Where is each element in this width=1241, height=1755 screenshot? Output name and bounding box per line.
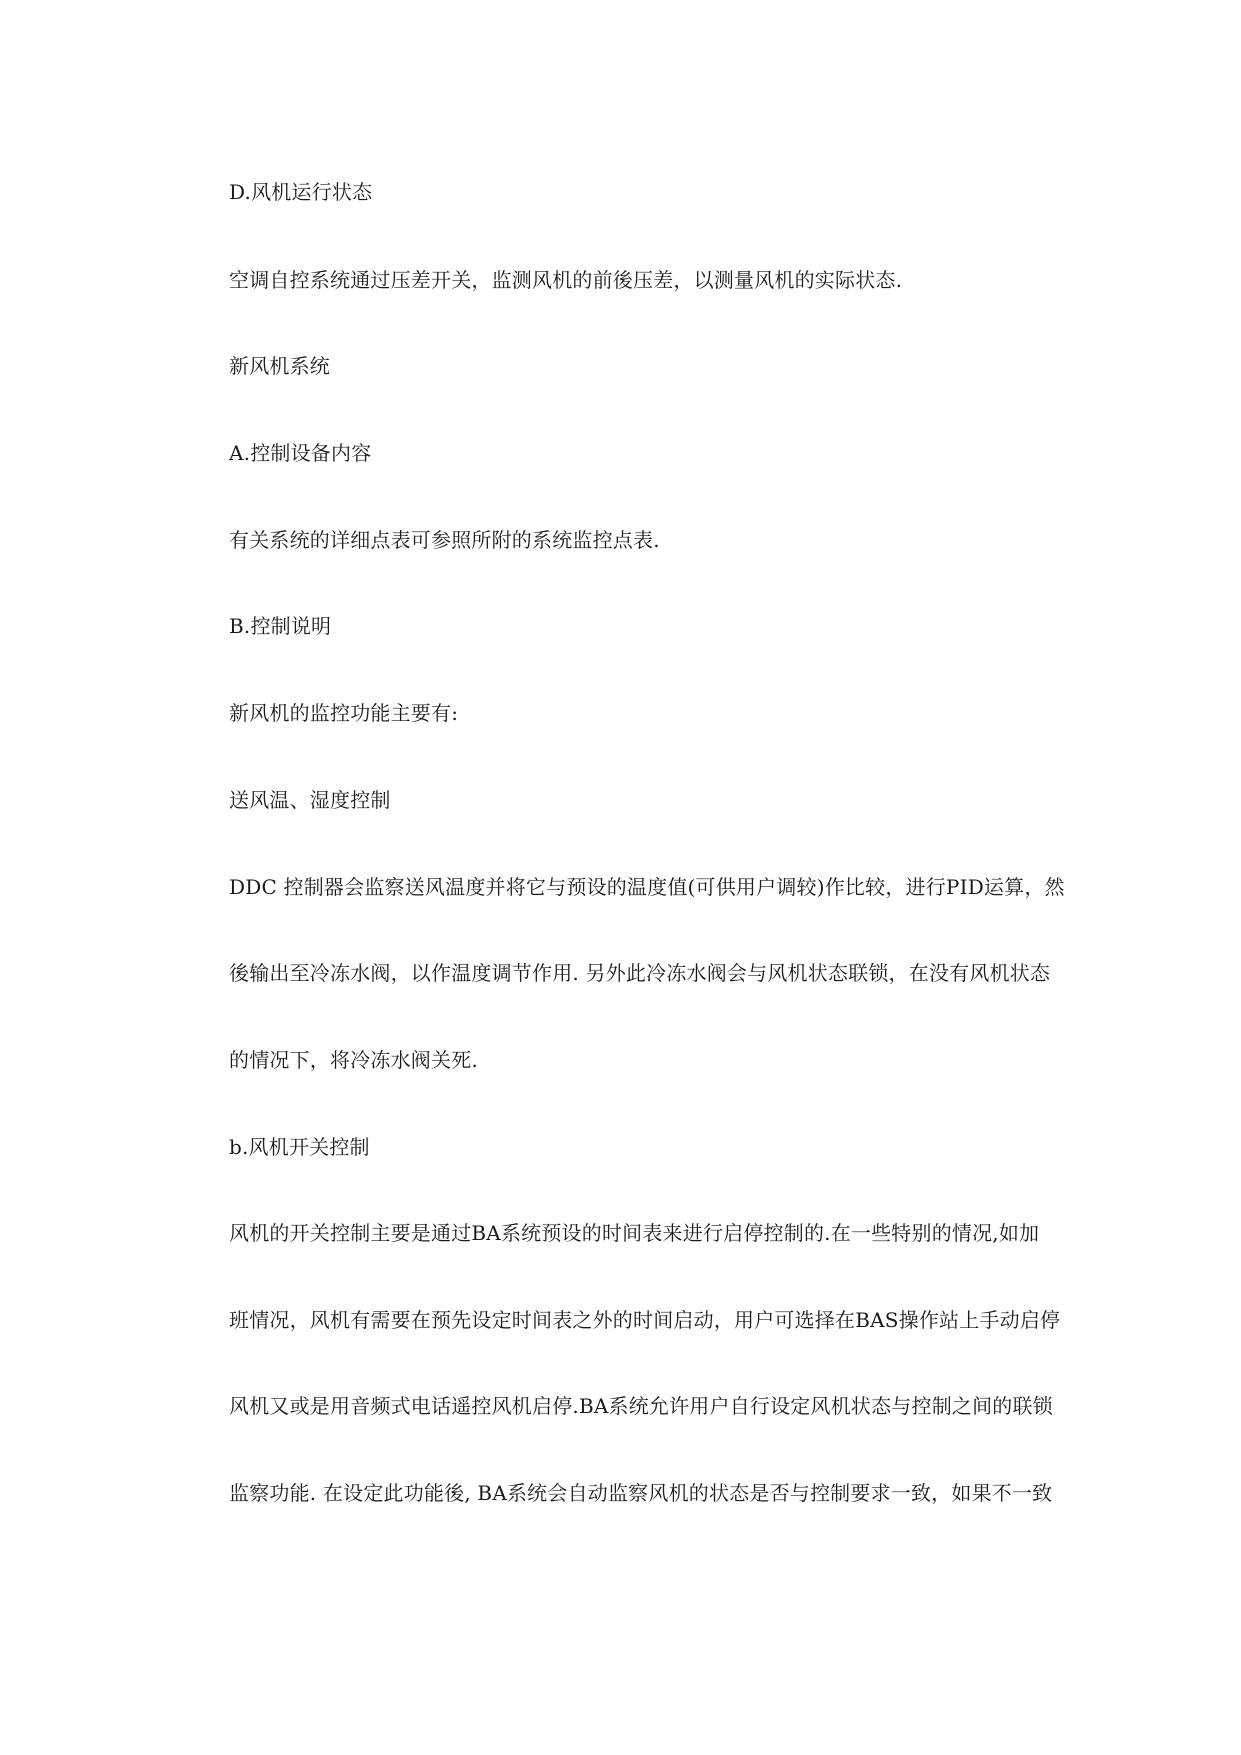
paragraph-fan-status: 空调自控系统通过压差开关，监测风机的前後压差，以测量风机的实际状态. xyxy=(229,268,903,292)
heading-temperature-humidity: 送风温、湿度控制 xyxy=(229,788,391,812)
heading-control-description: B.控制说明 xyxy=(229,614,332,638)
heading-fresh-air-system: 新风机系统 xyxy=(229,354,330,378)
heading-control-equipment: A.控制设备内容 xyxy=(229,441,372,465)
paragraph-monitoring-functions: 新风机的监控功能主要有: xyxy=(229,701,459,725)
paragraph-switch-line-3: 风机又或是用音频式电话遥控风机启停.BA系统允许用户自行设定风机状态与控制之间的联锁 xyxy=(229,1394,1053,1418)
paragraph-ddc-line-1: DDC 控制器会监察送风温度并将它与预设的温度值(可供用户调较)作比较，进行PID运算，然 xyxy=(229,875,1065,899)
paragraph-switch-line-2: 班情况，风机有需要在预先设定时间表之外的时间启动，用户可选择在BAS操作站上手动启停 xyxy=(229,1308,1061,1332)
heading-fan-switch-control: b.风机开关控制 xyxy=(229,1135,370,1159)
paragraph-ddc-line-3: 的情况下，将冷冻水阀关死. xyxy=(229,1048,478,1072)
paragraph-switch-line-1: 风机的开关控制主要是通过BA系统预设的时间表来进行启停控制的.在一些特别的情况,如加 xyxy=(229,1221,1040,1245)
paragraph-switch-line-4: 监察功能. 在设定此功能後, BA系统会自动监察风机的状态是否与控制要求一致，如果不一致 xyxy=(229,1481,1053,1505)
heading-fan-status: D.风机运行状态 xyxy=(229,180,373,204)
paragraph-ddc-line-2: 後输出至冷冻水阀，以作温度调节作用. 另外此冷冻水阀会与风机状态联锁，在没有风机状态 xyxy=(229,961,1051,985)
paragraph-control-equipment: 有关系统的详细点表可参照所附的系统监控点表. xyxy=(229,528,660,552)
